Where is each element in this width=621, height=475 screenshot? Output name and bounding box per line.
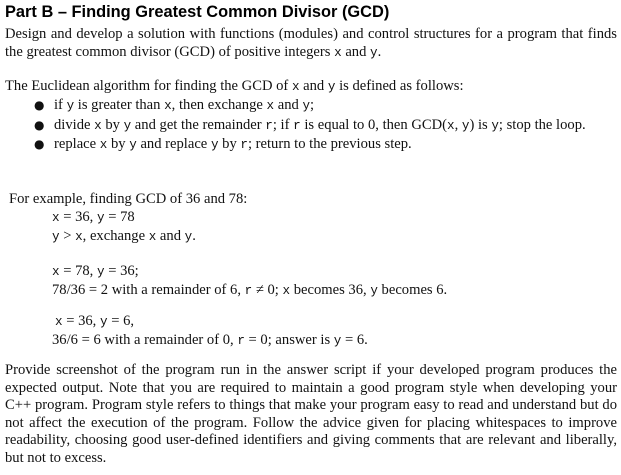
example-text: and	[156, 227, 185, 244]
var-y: y	[66, 99, 75, 113]
example-text: , exchange	[82, 227, 149, 244]
example-text: = 78	[104, 209, 135, 225]
var-x: x	[334, 45, 342, 60]
example-text: .	[192, 227, 196, 244]
var-x: x	[447, 118, 455, 133]
example-text: = 78,	[59, 263, 97, 279]
var-y: y	[327, 80, 336, 94]
example-text: = 6,	[107, 313, 135, 329]
var-r: r	[237, 333, 245, 348]
step-text: ; stop the loop.	[498, 116, 586, 133]
example-step-3	[52, 313, 368, 350]
algorithm-step	[5, 136, 617, 155]
step-text: ;	[310, 97, 315, 113]
example-text: = 36,	[62, 313, 100, 329]
var-r: r	[293, 118, 301, 133]
var-x: x	[148, 229, 157, 244]
algo-text-2: is defined as follows:	[335, 78, 464, 94]
var-y: y	[184, 229, 193, 244]
step-text: by	[107, 136, 130, 153]
step-text: is greater than	[74, 97, 165, 113]
step-text: ,	[454, 116, 462, 133]
closing-paragraph: Provide screenshot of the program run in the answer script if your developed program produces the expected output. Note that you are required to maintain a good program style when developing your C++ program. Program style refers to things that make your program easy to read and understand but do not affect the execution of the program. Follow the advice given for placing whitespaces to improve readability, choosing good user-defined identifiers and giving comments that are relevant and liberally, but not to excess.	[5, 362, 617, 466]
var-x: x	[164, 99, 172, 113]
var-y: y	[96, 211, 105, 225]
example-text: = 36,	[59, 209, 97, 225]
step-text: and get the remainder	[131, 116, 266, 133]
example-line	[52, 263, 447, 282]
var-x: x	[291, 80, 300, 94]
algorithm-steps	[5, 97, 617, 155]
intro-end: .	[377, 43, 382, 60]
step-text: by	[218, 136, 241, 153]
var-y: y	[370, 45, 378, 60]
example-line	[52, 332, 368, 351]
example-line	[52, 228, 196, 247]
var-x: x	[99, 138, 108, 153]
var-r: r	[240, 138, 248, 153]
example-text: ≠ 0;	[252, 281, 283, 298]
example-text: = 36;	[104, 263, 139, 279]
var-x: x	[52, 265, 60, 279]
var-y: y	[333, 333, 342, 348]
example-text: becomes 36,	[290, 281, 371, 298]
var-y: y	[491, 118, 499, 133]
example-step-2	[52, 263, 447, 300]
step-text: by	[101, 116, 124, 133]
var-y: y	[99, 315, 108, 329]
algo-and: and	[299, 78, 328, 94]
intro-paragraph	[5, 26, 617, 62]
step-text: , then exchange	[171, 97, 267, 113]
example-line	[55, 313, 368, 332]
intro-text: Design and develop a solution with functions (modules) and control structures for a program that finds the greatest common divisor (GCD) of positive integers	[5, 26, 617, 60]
algorithm-step	[5, 117, 617, 136]
var-x: x	[52, 211, 60, 225]
step-text: ) is	[469, 116, 492, 133]
bullet-icon: ●	[34, 117, 45, 132]
var-x: x	[282, 283, 291, 298]
var-x: x	[75, 229, 83, 244]
var-y: y	[370, 283, 378, 298]
bullet-icon: ●	[34, 98, 45, 112]
example-text: = 0; answer is	[244, 331, 334, 348]
step-text: replace	[54, 136, 100, 153]
var-r: r	[244, 283, 253, 298]
example-text: 78/36 = 2 with a remainder of 6,	[52, 281, 245, 298]
step-text: ; return to the previous step.	[247, 136, 412, 153]
example-text: 36/6 = 6 with a remainder of 0,	[52, 331, 238, 348]
intro-and: and	[341, 43, 371, 60]
var-y: y	[302, 99, 310, 113]
var-y: y	[123, 118, 132, 133]
var-y: y	[210, 138, 219, 153]
var-x: x	[55, 315, 63, 329]
algorithm-step	[5, 97, 617, 116]
var-r: r	[265, 118, 273, 133]
example-text: = 6.	[341, 331, 368, 348]
example-text: becomes 6.	[377, 281, 448, 298]
step-text: and replace	[136, 136, 211, 153]
step-text: divide	[54, 116, 95, 133]
var-y: y	[96, 265, 105, 279]
step-text: if	[54, 97, 67, 113]
var-y: y	[52, 229, 60, 244]
var-x: x	[266, 99, 275, 113]
var-x: x	[94, 118, 102, 133]
example-line	[52, 209, 196, 228]
var-y: y	[129, 138, 137, 153]
algorithm-intro	[5, 78, 617, 97]
bullet-icon: ●	[34, 137, 45, 152]
example-intro: For example, finding GCD of 36 and 78:	[9, 191, 248, 207]
step-text: ; if	[272, 116, 294, 133]
example-text: >	[59, 227, 76, 244]
example-line	[52, 282, 447, 301]
var-y: y	[461, 118, 470, 133]
step-text: and	[274, 97, 303, 113]
algo-text: The Euclidean algorithm for finding the GCD of	[5, 78, 292, 94]
step-text: is equal to 0, then GCD(	[300, 116, 448, 133]
example-step-1	[52, 209, 196, 246]
section-heading: Part B – Finding Greatest Common Divisor (GCD)	[5, 3, 390, 21]
